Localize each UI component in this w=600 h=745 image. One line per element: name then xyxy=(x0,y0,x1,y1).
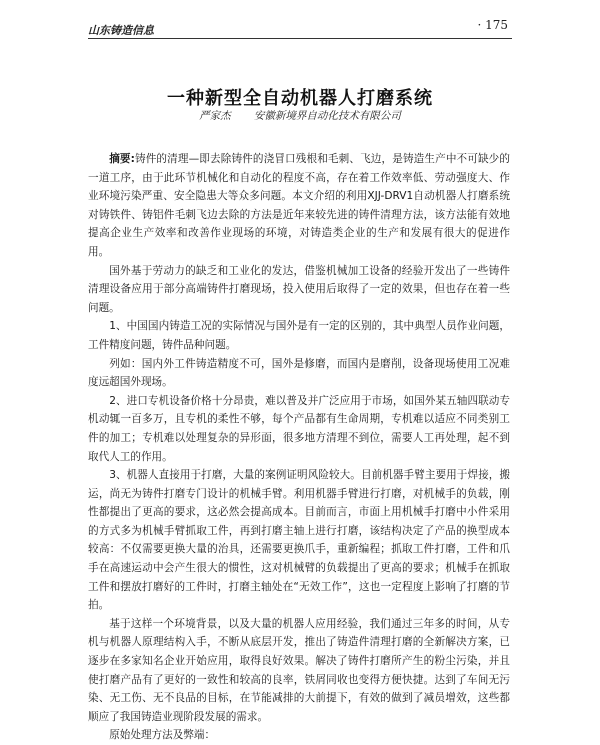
article-body xyxy=(88,150,510,745)
paragraph: 国外基于劳动力的缺乏和工业化的发达，借鉴机械加工设备的经验开发出了一些铸件清理设备应用于部分高端铸件打磨现场，投入使用后取得了一定的效果，但也存在着一些问题。 xyxy=(88,264,510,314)
journal-name: 山东铸造信息 xyxy=(88,24,154,37)
paragraph: 2、进口专机设备价格十分昂贵，难以普及并广泛应用于市场，如国外某五轴四联动专机动辄一百多万，且专机的柔性不够，每个产品都有生命周期，专机难以适应不同类别工件的加工；专机难以处理复杂的异形面，很多地方清理不到位，需要人工再处理，起不到取代人工的作用。 xyxy=(88,394,510,463)
page-number: · 175 xyxy=(477,18,508,32)
byline xyxy=(0,108,600,123)
abstract xyxy=(88,150,510,262)
paragraph: 原始处理方法及弊端： xyxy=(109,729,216,742)
abstract-text: 铸件的清理—即去除铸件的浇冒口残根和毛刺、飞边，是铸造生产中不可缺少的一道工序，由于此环节机械化和自动化的程度不高，存在着工作效率低、劳动强度大、作业环境污染严重、安全隐患大等众多问题。本文介绍的利用XJJ-DRV1自动机器人打磨系统对铸铁件、铸铝件毛刺飞边去除的方法是近年来较先进的铸件清理方法，该方法能有效地提高企业生产效率和改善作业现场的环境，对铸造类企业的生产和发展有很大的促进作用。 xyxy=(88,153,510,258)
paragraph: 基于这样一个环境背景，以及大量的机器人应用经验，我们通过三年多的时间，从专机与机器人原理结构入手，不断从底层开发，推出了铸造件清理打磨的全新解决方案，已逐步在多家知名企业开始应用，取得良好效果。解决了铸件打磨所产生的粉尘污染，并且使打磨产品有了更好的一致性和较高的良率，铁屑同收也变得方便快捷。达到了车间无污染、无工伤、无不良品的目标，在节能减排的大前提下，有效的做到了减员增效，这些都顺应了我国铸造业现阶段发展的需求。 xyxy=(88,617,510,723)
abstract-label: 摘要: xyxy=(109,153,135,165)
affiliation: 安徽新境界自动化技术有限公司 xyxy=(253,110,401,122)
paragraph: 1、中国国内铸造工况的实际情况与国外是有一定的区别的，其中典型人员作业问题，工件精度问题，铸件品种问题。 xyxy=(88,320,510,351)
paragraph: 3、机器人直接用于打磨，大量的案例证明风险较大。目前机器手臂主要用于焊接，搬运，尚无为铸件打磨专门设计的机械手臂。利用机器手臂进行打磨，对机械手的负载，刚性都提出了更高的要求，这必然会提高成本。目前而言，市面上用机械手打磨中小件采用的方式多为机械手臂抓取工件，再到打磨主轴上进行打磨，该结构决定了产品的换型成本较高：不仅需要更换大量的治具，还需要更换爪手，重新编程；抓取工件打磨，工件和爪手在高速运动中会产生很大的惯性，这对机械臂的负载提出了更高的要求；机械手在抓取工件和摆放打磨好的工件时，打磨主轴处在“无效工作”，这也一定程度上影响了打磨的节拍。 xyxy=(88,469,510,612)
article-title: 一种新型全自动机器人打磨系统 xyxy=(167,88,433,109)
paragraph: 列如：国内外工件铸造精度不可，国外是修磨，而国内是磨削，设备现场使用工况难度远超国外现场。 xyxy=(88,357,510,389)
header-divider xyxy=(88,38,512,39)
author: 严家杰 xyxy=(199,110,231,122)
